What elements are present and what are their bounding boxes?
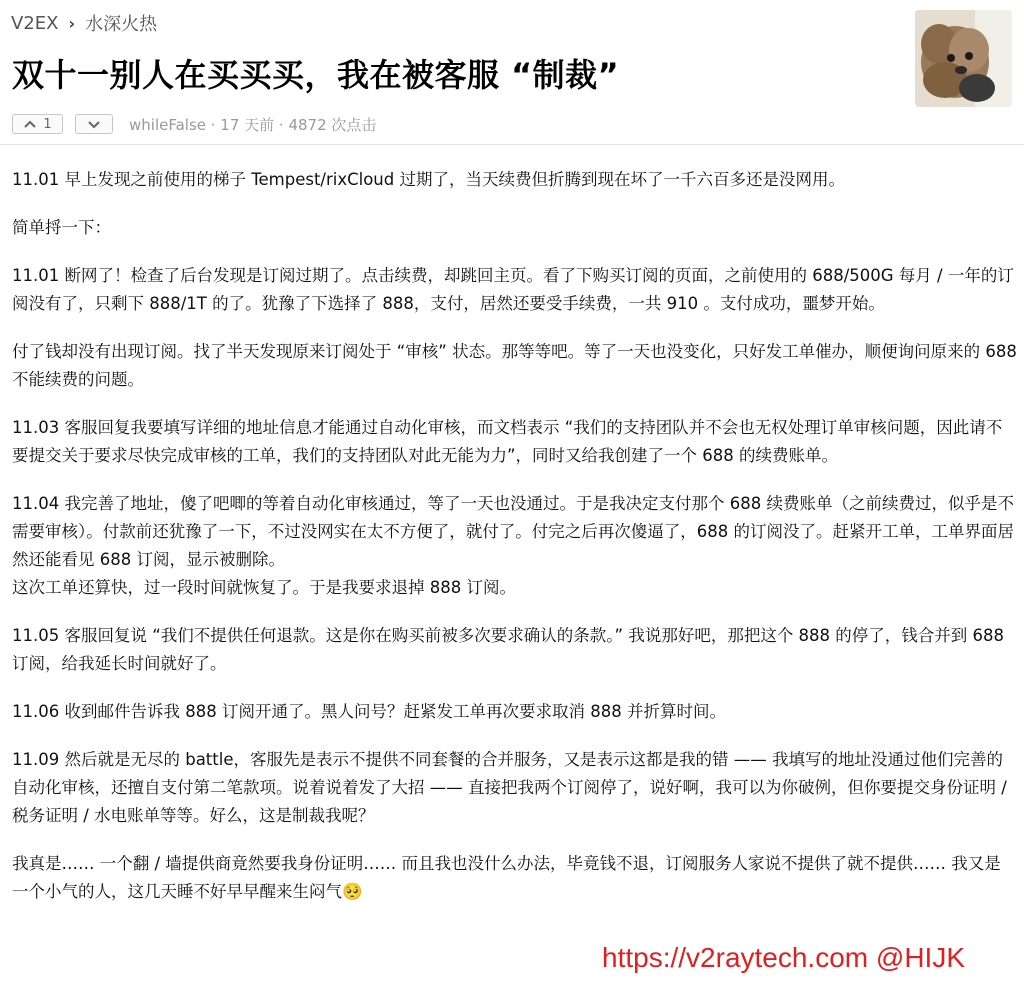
upvote-button[interactable] xyxy=(12,114,63,134)
content-paragraph-2: 简单捋一下： xyxy=(12,218,111,237)
content-paragraph-4: 付了钱却没有出现订阅。找了半天发现原来订阅处于 “审核” 状态。那等等吧。等了一天也没变化，只好发工单催办，顺便询问原来的 688 不能续费的问题。 xyxy=(12,342,1017,389)
topic-meta xyxy=(12,113,376,135)
topic-stats: · 17 天前 · 4872 次点击 xyxy=(206,115,377,134)
content-paragraph-10: 我真是…… 一个翻 / 墙提供商竟然要我身份证明…… 而且我也没什么办法，毕竟钱不退，订阅服务人家说不提供了就不提供…… 我又是一个小气的人，这几天睡不好早早醒来生闷气🥺 xyxy=(12,854,1001,901)
content-paragraph-3: 11.01 断网了！检查了后台发现是订阅过期了。点击续费，却跳回主页。看了下购买订阅的页面，之前使用的 688/500G 每月 / 一年的订阅没有了，只剩下 888/1T 的了。犹豫了下选择了 888，支付，居然还要受手续费，一共 910 。支付成功，噩梦开始。 xyxy=(12,266,1014,313)
triangle-up-icon xyxy=(23,119,37,129)
content-paragraph-7: 11.05 客服回复说 “我们不提供任何退款。这是你在购买前被多次要求确认的条款。” 我说那好吧，那把这个 888 的停了，钱合并到 688 订阅，给我延长时间就好了。 xyxy=(12,626,1005,673)
content-paragraph-1: 11.01 早上发现之前使用的梯子 Tempest/rixCloud 过期了，当天续费但折腾到现在坏了一千六百多还是没网用。 xyxy=(12,170,845,189)
content-paragraph-8: 11.06 收到邮件告诉我 888 订阅开通了。黑人问号？赶紧发工单再次要求取消 888 并折算时间。 xyxy=(12,702,726,721)
content-paragraph-5: 11.03 客服回复我要填写详细的地址信息才能通过自动化审核，而文档表示 “我们的支持团队并不会也无权处理订单审核问题，因此请不要提交关于要求尽快完成审核的工单，我们的支持团队对此无能为力”，同时又给我创建了一个 688 的续费账单。 xyxy=(12,418,1003,465)
author-avatar[interactable] xyxy=(915,10,1012,107)
watermark-text: https://v2raytech.com @HIJK xyxy=(598,942,969,974)
topic-title: 双十一别人在买买买，我在被客服 “制裁” xyxy=(12,56,620,94)
upvote-count: 1 xyxy=(43,116,52,132)
topic-info xyxy=(129,114,376,135)
breadcrumb xyxy=(11,10,157,36)
header-divider xyxy=(0,144,1024,145)
chevron-down-icon xyxy=(87,119,101,129)
topic-content xyxy=(12,166,1017,926)
dog-avatar-icon xyxy=(915,10,1012,107)
content-paragraph-6: 11.04 我完善了地址，傻了吧唧的等着自动化审核通过，等了一天也没通过。于是我决定支付那个 688 续费账单（之前续费过，似乎是不需要审核）。付款前还犹豫了一下，不过没网实在太不方便了，就付了。付完之后再次傻逼了，688 的订阅没了。赶紧开工单，工单界面居然还能看见 688 订阅，显示被删除。 这次工单还算快，过一段时间就恢复了。于是我要求退掉 888 订阅。 xyxy=(12,494,1014,597)
breadcrumb-home-link[interactable]: V2EX xyxy=(11,12,59,34)
downvote-button[interactable] xyxy=(75,114,113,134)
breadcrumb-separator: › xyxy=(68,13,76,33)
breadcrumb-node-link[interactable]: 水深火热 xyxy=(85,14,158,35)
content-paragraph-9: 11.09 然后就是无尽的 battle，客服先是表示不提供不同套餐的合并服务，又是表示这都是我的错 —— 我填写的地址没通过他们完善的自动化审核，还擅自支付第二笔款项。说着说着发了大招 —— 直接把我两个订阅停了，说好啊，我可以为你破例，但你要提交身份证明 / 税务证明 / 水电账单等等。好么，这是制裁我呢？ xyxy=(12,750,1007,825)
topic-header xyxy=(0,0,1024,145)
author-link[interactable]: whileFalse xyxy=(129,115,206,134)
